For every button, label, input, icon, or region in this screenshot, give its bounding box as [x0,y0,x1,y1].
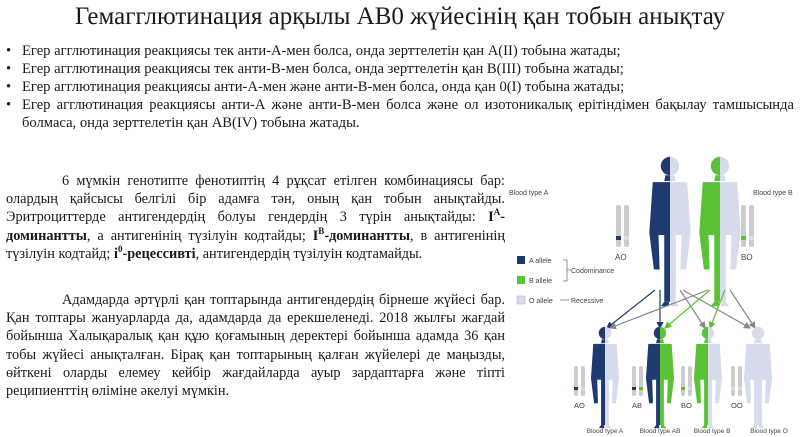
parent-left-label: Blood type A [509,190,549,197]
child-label: Blood type O [750,428,788,435]
legend-bracket [563,260,571,281]
abo-inheritance-diagram [505,150,800,437]
child-figure-a [591,327,619,428]
bullet-list [6,42,794,132]
paragraph-text: , а антигенінің түзілуін кодтайды; [86,227,313,244]
bullet-symbol: • [6,61,12,77]
child-genotype: BO [681,401,692,410]
parent-right-chromosomes [741,205,754,247]
bullet-symbol: • [6,43,12,59]
legend-o-swatch [517,296,525,304]
gene-ib: $I^B$-доминантты [312,225,410,244]
gene-i0: $i^0$-рецессивті [113,244,196,262]
bullet-item [6,96,794,132]
paragraph-text: , в антигенінің түзілуін кодтайд; [6,227,505,262]
child-figure-ab [646,327,674,428]
child-genotype: AB [632,401,643,410]
bullet-text: Егер агглютинация реакциясы анти-А және анти-В-мен болса және ол изотоникалық ерітіндімен бақылау тамшысында болмаса, онда зерттелетін қан АВ(IV) тобына жатады. [22,97,794,131]
parent-right-label: Blood type B [753,190,793,197]
paragraph-genotypes [6,172,505,263]
parent-left-genotype: AO [615,253,627,262]
bullet-text: Егер агглютинация реакциясы анти-А-мен және анти-В-мен болса, онда қан 0(I) тобына жатады; [22,79,625,95]
bullet-text: Егер агглютинация реакциясы тек анти-В-мен болса, онда зерттелетін қан В(III) тобына жатады; [22,61,624,77]
child-genotype: OO [731,401,743,410]
paragraph-text: , антигендердің түзілуін кодтамайды. [195,245,423,262]
child-label: Blood type AB [639,428,681,435]
parent-left-chromosomes [616,205,629,247]
child-genotype: AO [574,401,585,410]
bullet-symbol: • [6,79,12,95]
legend-o-allele: O allele [529,298,553,305]
legend [517,256,614,305]
legend-a-swatch [517,256,525,264]
legend-a-allele: A allele [529,258,552,265]
page-title: Гемагглютинация арқылы АВ0 жүйесінің қан тобын анықтау [74,3,726,30]
paragraph-blood-systems: Адамдарда әртүрлі қан топтарында антигендердің бірнеше жүйесі бар. Қан топтары жануарларда да, адамдарда да ерекшеленеді. 2018 жылғы жағдай бойынша Халықаралық қан құю қоғамының деректері бойынша адамда 36 қан тобы жүйесі анықталған. Бірақ қан топтарының қалған жүйелері де маңызды, өйткені оларды елемеу кейбір жағдайларда ауыр зардаптарға және тіпті реципиенттің өліміне әкелуі мүмкін. [6,292,505,400]
paragraph-text: 6 мүмкін генотипте фенотиптің 4 рұқсат етілген комбинациясы бар: олардың қайсысы белгілі бір адамға тән, оның қан тобын анықтайды. Эритроциттерде антигендердің болуы гендердің 3 түрін анықтайды: [6,173,505,226]
bullet-symbol: • [6,97,12,113]
legend-recessive: Recessive [571,298,604,305]
inheritance-arrows [607,290,755,328]
child-label: Blood type A [586,428,624,435]
bullet-item [6,60,794,78]
child-figure-b [694,327,722,428]
bullet-item [6,78,794,96]
legend-b-allele: B allele [529,278,552,285]
gene-ia: $I^A$-доминантты [6,207,505,244]
legend-b-swatch [517,276,525,284]
parent-right-genotype: BO [741,253,753,262]
parent-figure-a [649,157,690,306]
child-figure-o [744,327,772,428]
child-label: Blood type B [693,428,731,435]
bullet-text: Егер агглютинация реакциясы тек анти-А-мен болса, онда зерттелетін қан А(II) тобына жатады; [22,43,621,59]
bullet-item [6,42,794,60]
parent-figure-b [699,157,740,306]
legend-codominance: Codominance [571,268,615,275]
